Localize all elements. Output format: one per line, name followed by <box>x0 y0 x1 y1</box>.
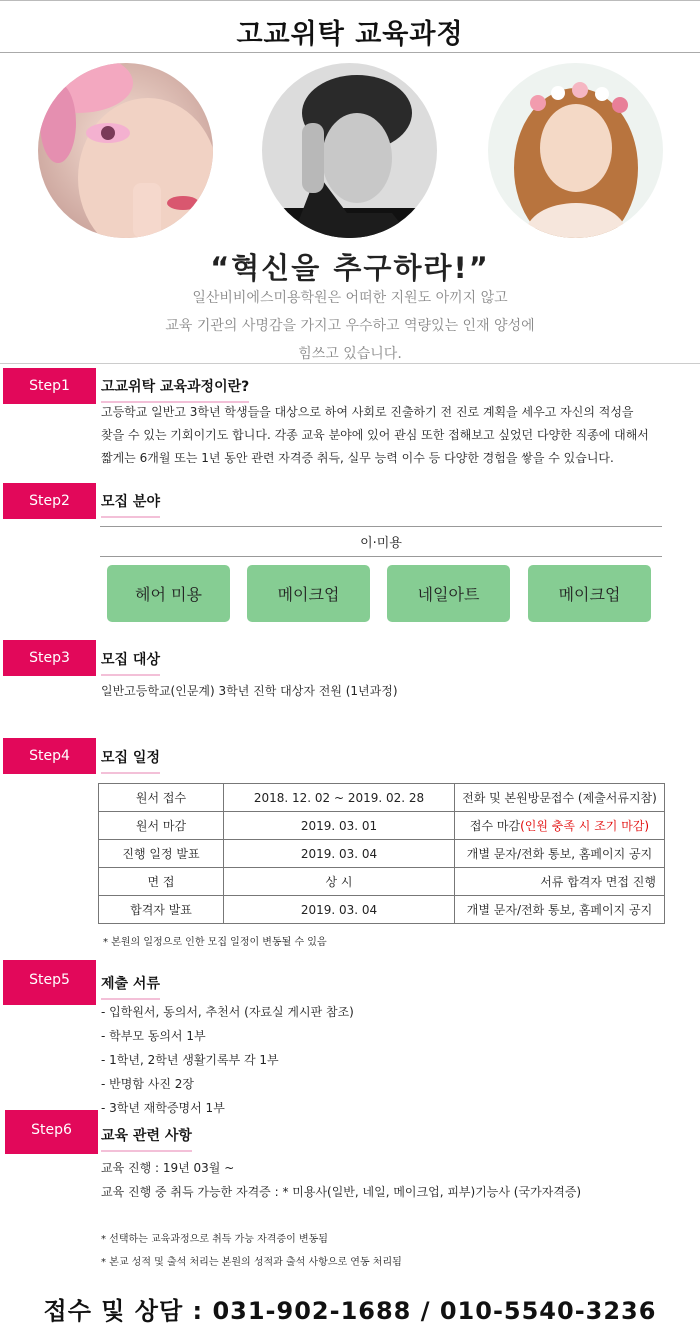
list-item: - 학부모 동의서 1부 <box>101 1029 206 1043</box>
row-note: 개별 문자/전화 통보, 홈페이지 공지 <box>455 896 665 924</box>
row-label: 합격자 발표 <box>99 896 224 924</box>
row-note-text: 접수 마감 <box>469 819 521 833</box>
step2-heading: 모집 분야 <box>101 491 160 518</box>
row-date: 상 시 <box>224 868 455 896</box>
row-date: 2019. 03. 01 <box>224 812 455 840</box>
category-rule-top <box>100 526 662 527</box>
step6-note-1: * 선택하는 교육과정으로 취득 가능 자격증이 변동됨 <box>101 1234 328 1245</box>
step1-line: 짧게는 6개월 또는 1년 동안 관련 자격증 취득, 실무 능력 이수 등 다양한 경험을 쌓을 수 있습니다. <box>101 451 614 465</box>
makeup-model-photo <box>38 63 213 238</box>
row-note: 개별 문자/전화 통보, 홈페이지 공지 <box>455 840 665 868</box>
table-row <box>99 784 665 812</box>
step5-badge: Step5 <box>3 960 96 1005</box>
step4-heading: 모집 일정 <box>101 747 160 774</box>
step1-heading: 고교위탁 교육과정이란? <box>101 376 249 403</box>
row-note <box>455 812 665 840</box>
step6-line-1: 교육 진행 : 19년 03월 ~ <box>101 1161 235 1175</box>
field-makeup-button-2[interactable]: 메이크업 <box>528 565 651 622</box>
list-item: - 1학년, 2학년 생활기록부 각 1부 <box>101 1053 279 1067</box>
row-note: 전화 및 본원방문접수 (제출서류지참) <box>455 784 665 812</box>
row-note-warning: (인원 충족 시 조기 마감) <box>520 819 650 833</box>
section-divider <box>0 363 700 364</box>
step5-heading: 제출 서류 <box>101 973 160 1000</box>
step2-badge: Step2 <box>3 483 96 519</box>
row-label: 면 접 <box>99 868 224 896</box>
field-nailart-button[interactable]: 네일아트 <box>387 565 510 622</box>
row-date: 2019. 03. 04 <box>224 896 455 924</box>
step4-badge: Step4 <box>3 738 96 774</box>
step1-line: 찾을 수 있는 기회이기도 합니다. 각종 교육 분야에 있어 관심 또한 접해보고 싶었던 다양한 직종에 대해서 <box>101 428 649 442</box>
slogan: “혁신을 추구하라!” <box>210 251 490 285</box>
list-item: - 입학원서, 동의서, 추천서 (자료실 게시판 참조) <box>101 1005 354 1019</box>
row-label: 진행 일정 발표 <box>99 840 224 868</box>
field-makeup-button[interactable]: 메이크업 <box>247 565 370 622</box>
step6-badge: Step6 <box>5 1110 98 1154</box>
list-item: - 3학년 재학증명서 1부 <box>101 1101 225 1115</box>
table-row <box>99 896 665 924</box>
intro-line-1: 일산비비에스미용학원은 어떠한 지원도 아끼지 않고 <box>192 290 508 306</box>
step3-text: 일반고등학교(인문계) 3학년 진학 대상자 전원 (1년과정) <box>101 684 398 698</box>
step3-heading: 모집 대상 <box>101 649 160 676</box>
page-title: 고교위탁 교육과정 <box>236 19 464 50</box>
schedule-footnote: * 본원의 일정으로 인한 모집 일정이 변동될 수 있음 <box>103 937 327 948</box>
category-title: 이·미용 <box>360 536 402 551</box>
step3-badge: Step3 <box>3 640 96 676</box>
step1-description <box>101 401 649 470</box>
schedule-table <box>98 783 665 924</box>
step1-line: 고등학교 일반고 3학년 학생들을 대상으로 하여 사회로 진출하기 전 진로 계획을 세우고 자신의 적성을 <box>101 405 634 419</box>
female-model-photo <box>488 63 663 238</box>
row-label: 원서 접수 <box>99 784 224 812</box>
row-note: 서류 합격자 면접 진행 <box>455 868 665 896</box>
step1-badge: Step1 <box>3 368 96 404</box>
field-hair-button[interactable]: 헤어 미용 <box>107 565 230 622</box>
intro-line-3: 힘쓰고 있습니다. <box>298 346 402 362</box>
row-date: 2019. 03. 04 <box>224 840 455 868</box>
step6-line-2: 교육 진행 중 취득 가능한 자격증 : * 미용사(일반, 네일, 메이크업, 피부)기능사 (국가자격증) <box>101 1185 582 1199</box>
row-date: 2018. 12. 02 ~ 2019. 02. 28 <box>224 784 455 812</box>
intro-line-2: 교육 기관의 사명감을 가지고 우수하고 역량있는 인재 양성에 <box>165 318 535 334</box>
table-row <box>99 868 665 896</box>
category-rule-bottom <box>100 556 662 557</box>
list-item: - 반명함 사진 2장 <box>101 1077 194 1091</box>
row-label: 원서 마감 <box>99 812 224 840</box>
step6-heading: 교육 관련 사항 <box>101 1125 192 1152</box>
table-row <box>99 812 665 840</box>
document-list <box>101 1000 354 1120</box>
step6-note-2: * 본교 성적 및 출석 처리는 본원의 성적과 출석 사항으로 연동 처리됨 <box>101 1257 402 1268</box>
male-model-photo <box>262 63 437 238</box>
table-row <box>99 840 665 868</box>
contact-info: 접수 및 상담 : 031-902-1688 / 010-5540-3236 <box>43 1297 657 1325</box>
